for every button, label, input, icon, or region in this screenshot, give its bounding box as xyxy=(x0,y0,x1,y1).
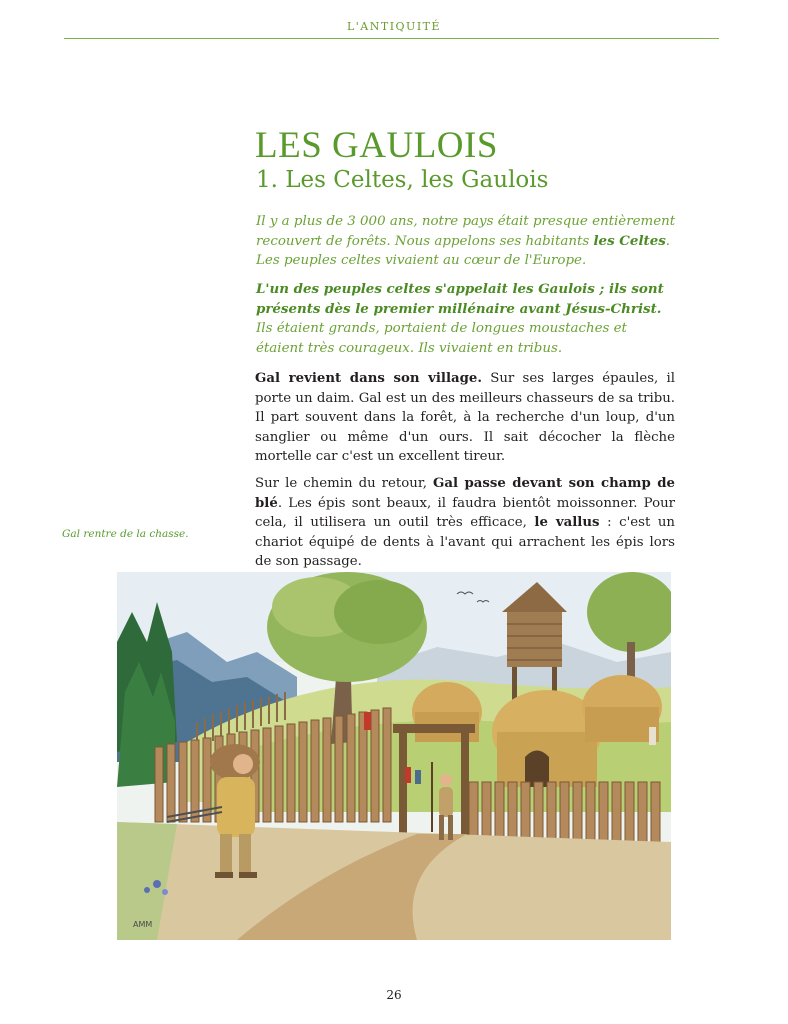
intro1-text-a: Il y a plus de 3 000 ans, notre pays était presque entièrement recouvert de forêts. Nous appelons ses habitants xyxy=(256,214,676,249)
para2-text-a: Sur le chemin du retour, xyxy=(255,476,433,491)
intro1-bold-a: les Celtes xyxy=(593,232,666,249)
illustration-signature: AMM xyxy=(133,920,153,929)
para2-text-c: : c'est un chariot équipé de dents à l'avant qui arrachent les épis lors de son passage. xyxy=(255,515,675,569)
para2-bold-b: le vallus xyxy=(534,515,600,530)
para1-text-a: Sur ses larges épaules, il porte un daim. Gal est un des meilleurs chasseurs de sa tribu. Il part souvent dans la forêt, à la recherche d'un loup, d'un sanglier ou même d'un ours. Il sait décocher la flèche mortelle car c'est un excellent tireur. xyxy=(255,371,675,464)
intro2-bold-a: L'un des peuples celtes s'appelait les Gaulois ; ils sont présents dès le premier millénaire avant Jésus-Christ. xyxy=(256,281,664,317)
gaulish-village-illustration xyxy=(117,572,671,940)
para1-bold-a: Gal revient dans son village. xyxy=(255,371,483,386)
section-subtitle: 1. Les Celtes, les Gaulois xyxy=(256,167,549,193)
body-paragraph-2 xyxy=(255,474,675,572)
intro1-text-b: . Les peuples celtes vivaient au cœur de l'Europe. xyxy=(256,233,671,268)
page-number: 26 xyxy=(386,988,402,1002)
illustration-caption: Gal rentre de la chasse. xyxy=(62,528,189,540)
header-rule xyxy=(64,38,719,39)
intro-paragraph-1 xyxy=(256,212,676,271)
para2-text-b: . Les épis sont beaux, il faudra bientôt moissonner. Pour cela, il utilisera un outil très efficace, xyxy=(255,495,675,530)
para2-bold-a: Gal passe devant son champ de blé xyxy=(255,476,675,511)
page-title: LES GAULOIS xyxy=(255,125,498,166)
body-paragraph-1 xyxy=(255,369,675,467)
intro2-text-a: Ils étaient grands, portaient de longues moustaches et étaient très courageux. Ils vivaient en tribus. xyxy=(256,321,627,356)
intro-paragraph-2 xyxy=(256,280,676,358)
running-header: L'ANTIQUITÉ xyxy=(346,20,442,33)
